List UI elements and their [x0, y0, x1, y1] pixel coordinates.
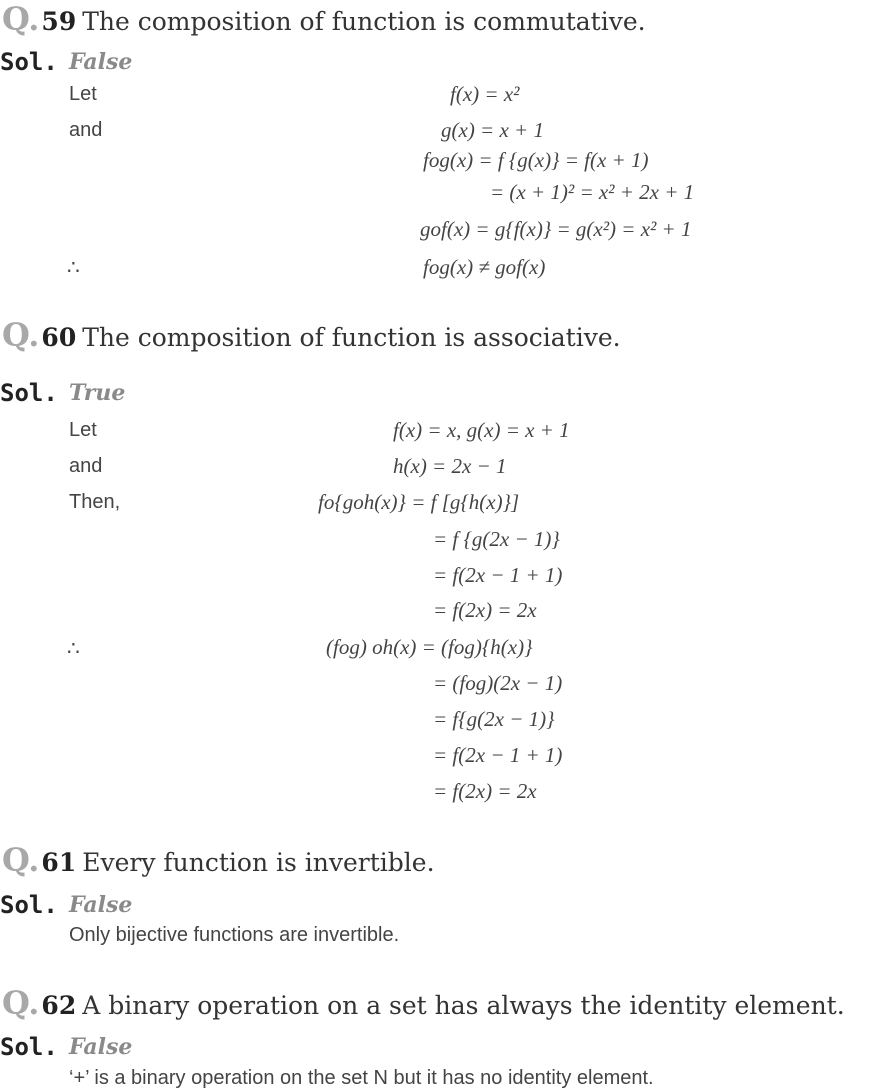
question-number: 60	[41, 323, 77, 352]
label-therefore: ∴	[67, 257, 80, 279]
explanation: ‘+’ is a binary operation on the set N but it has no identity element.	[69, 1067, 654, 1089]
math-line: (fog) oh(x) = (fog){h(x)}	[326, 635, 533, 659]
question-number: 62	[41, 991, 77, 1020]
q-logo: Q.	[2, 316, 40, 354]
question-text: Every function is invertible.	[82, 848, 435, 877]
question-text: The composition of function is associative.	[82, 323, 621, 352]
math-line: f(x) = x²	[450, 82, 520, 106]
math-line: = (x + 1)² = x² + 2x + 1	[490, 180, 695, 204]
math-line: gof(x) = g{f(x)} = g(x²) = x² + 1	[420, 217, 692, 241]
answer: False	[69, 1034, 133, 1060]
question-62	[2, 984, 845, 1022]
label-let: Let	[69, 419, 97, 441]
math-line: f(x) = x, g(x) = x + 1	[393, 418, 570, 442]
math-line: fo{goh(x)} = f [g{h(x)}]	[318, 490, 520, 514]
label-then: Then,	[69, 491, 121, 513]
math-line: = f(2x) = 2x	[433, 598, 537, 622]
math-line: fog(x) ≠ gof(x)	[423, 255, 546, 279]
math-line: = (fog)(2x − 1)	[433, 671, 563, 695]
math-line: = f{g(2x − 1)}	[433, 707, 555, 731]
question-number: 59	[41, 7, 77, 36]
label-therefore: ∴	[67, 638, 80, 660]
math-line: h(x) = 2x − 1	[393, 454, 507, 478]
math-line: = f(2x) = 2x	[433, 779, 537, 803]
question-61	[2, 841, 435, 879]
question-59	[2, 0, 646, 38]
q-logo: Q.	[2, 0, 40, 38]
sol-label: Sol.	[0, 1033, 58, 1061]
sol-label: Sol.	[0, 891, 58, 919]
question-text: The composition of function is commutative.	[82, 7, 646, 36]
answer: True	[69, 380, 126, 406]
q-logo: Q.	[2, 984, 40, 1022]
label-let: Let	[69, 83, 97, 105]
math-line: = f(2x − 1 + 1)	[433, 743, 563, 767]
math-line: = f(2x − 1 + 1)	[433, 563, 563, 587]
explanation: Only bijective functions are invertible.	[69, 924, 400, 946]
question-text: A binary operation on a set has always the identity element.	[82, 991, 845, 1020]
label-and: and	[69, 119, 103, 141]
answer: False	[69, 892, 133, 918]
math-line: fog(x) = f {g(x)} = f(x + 1)	[423, 148, 649, 172]
question-number: 61	[41, 848, 77, 877]
math-line: g(x) = x + 1	[441, 118, 544, 142]
sol-label: Sol.	[0, 379, 58, 407]
answer: False	[69, 49, 133, 75]
sol-label: Sol.	[0, 48, 58, 76]
label-and: and	[69, 455, 103, 477]
q-logo: Q.	[2, 841, 40, 879]
math-line: = f {g(2x − 1)}	[433, 527, 560, 551]
question-60	[2, 316, 621, 354]
